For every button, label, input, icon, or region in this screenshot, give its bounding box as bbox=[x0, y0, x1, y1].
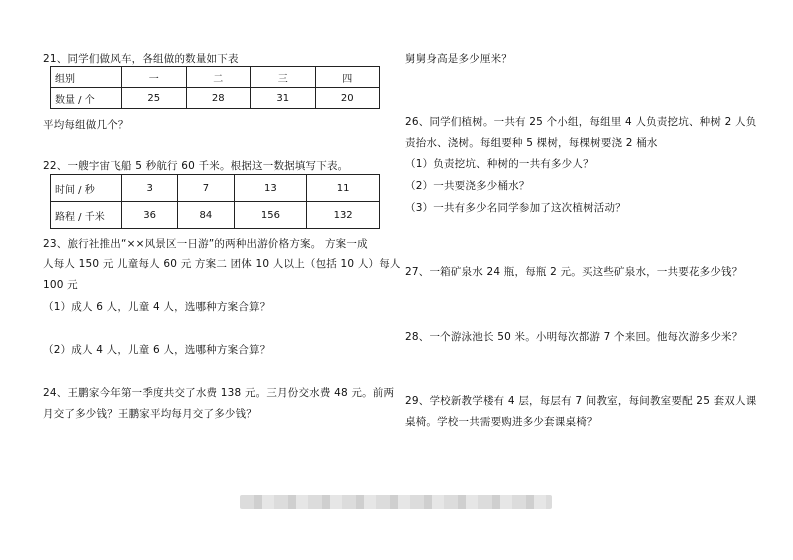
q21-title: 21、同学们做风车，各组做的数量如下表 bbox=[43, 53, 239, 65]
table-cell: 31 bbox=[251, 88, 316, 109]
table-cell: 20 bbox=[315, 88, 380, 109]
q22-table bbox=[50, 174, 380, 229]
q27-text: 27、一箱矿泉水 24 瓶，每瓶 2 元。买这些矿泉水，一共要花多少钱？ bbox=[405, 266, 743, 278]
q26-sub2: （2）一共要浇多少桶水？ bbox=[405, 180, 530, 192]
q21-table bbox=[50, 66, 380, 109]
table-cell: 一 bbox=[122, 67, 187, 88]
table-cell: 11 bbox=[307, 175, 380, 202]
q23-sub1: （1）成人 6 人，儿童 4 人，选哪种方案合算？ bbox=[43, 301, 271, 313]
table-cell: 二 bbox=[186, 67, 251, 88]
q26-line2: 责抬水、浇树。每组要种 5 棵树，每棵树要浇 2 桶水 bbox=[405, 137, 658, 149]
q22-title: 22、一艘宇宙飞船 5 秒航行 60 千米。根据这一数据填写下表。 bbox=[43, 160, 349, 172]
table-cell: 3 bbox=[122, 175, 178, 202]
table-cell: 7 bbox=[178, 175, 234, 202]
table-cell: 四 bbox=[315, 67, 380, 88]
q26-sub3: （3）一共有多少名同学参加了这次植树活动？ bbox=[405, 202, 626, 214]
table-cell: 三 bbox=[251, 67, 316, 88]
table-row bbox=[51, 67, 380, 88]
table-cell: 时间 / 秒 bbox=[51, 175, 122, 202]
table-cell: 36 bbox=[122, 202, 178, 229]
q26-line1: 26、同学们植树。一共有 25 个小组，每组里 4 人负责挖坑、种树 2 人负 bbox=[405, 116, 757, 128]
table-cell: 84 bbox=[178, 202, 234, 229]
table-row bbox=[51, 202, 380, 229]
table-cell: 28 bbox=[186, 88, 251, 109]
table-cell: 156 bbox=[234, 202, 307, 229]
table-cell: 25 bbox=[122, 88, 187, 109]
q23-line1: 23、旅行社推出“××风景区一日游”的两种出游价格方案。 方案一成 bbox=[43, 238, 368, 250]
q23-line2: 人每人 150 元 儿童每人 60 元 方案二 团体 10 人以上（包括 10 人）每人 bbox=[43, 258, 401, 270]
table-cell: 132 bbox=[307, 202, 380, 229]
q23-line3: 100 元 bbox=[43, 279, 78, 291]
q24-line2: 月交了多少钱？王鹏家平均每月交了多少钱？ bbox=[43, 408, 257, 420]
table-cell: 组别 bbox=[51, 67, 122, 88]
q26-sub1: （1）负责挖坑、种树的一共有多少人？ bbox=[405, 158, 594, 170]
table-row bbox=[51, 175, 380, 202]
q24-line1: 24、王鹏家今年第一季度共交了水费 138 元。三月份交水费 48 元。前两 bbox=[43, 387, 395, 399]
blurred-watermark bbox=[240, 495, 552, 509]
table-cell: 数量 / 个 bbox=[51, 88, 122, 109]
q21-question: 平均每组做几个？ bbox=[43, 119, 129, 131]
q29-line1: 29、学校新教学楼有 4 层，每层有 7 间教室，每间教室要配 25 套双人课 bbox=[405, 395, 757, 407]
table-row bbox=[51, 88, 380, 109]
q28-text: 28、一个游泳池长 50 米。小明每次都游 7 个来回。他每次游多少米？ bbox=[405, 331, 743, 343]
table-cell: 13 bbox=[234, 175, 307, 202]
q25-tail: 舅舅身高是多少厘米？ bbox=[405, 53, 512, 65]
table-cell: 路程 / 千米 bbox=[51, 202, 122, 229]
q29-line2: 桌椅。学校一共需要购进多少套课桌椅？ bbox=[405, 416, 598, 428]
q23-sub2: （2）成人 4 人，儿童 6 人，选哪种方案合算？ bbox=[43, 344, 271, 356]
